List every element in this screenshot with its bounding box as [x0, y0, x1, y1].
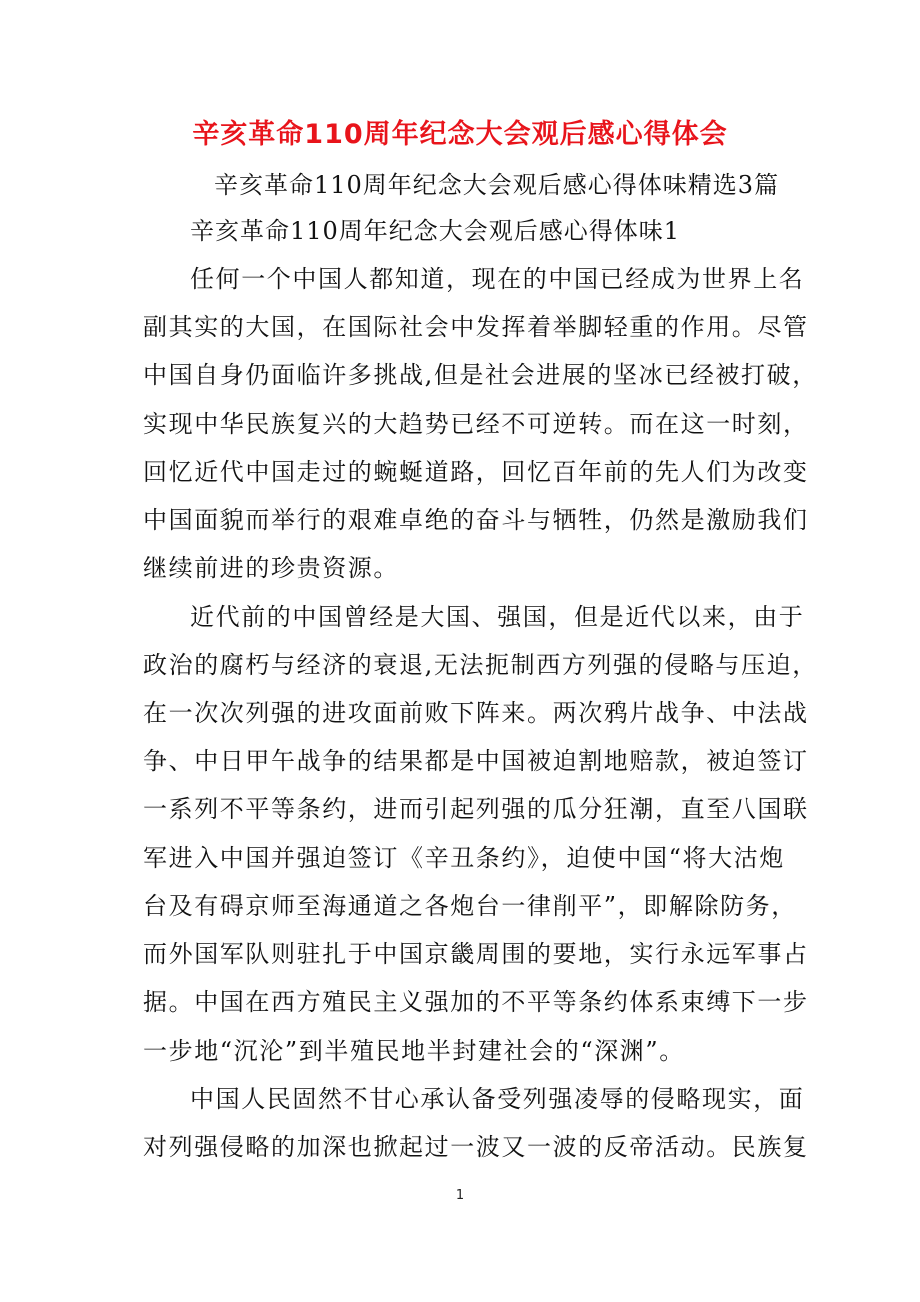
body-line: 而外国军队则驻扎于中国京畿周围的要地，实行永远军事占	[143, 940, 809, 968]
body-line: 回忆近代中国走过的蜿蜒道路，回忆百年前的先人们为改变	[143, 458, 809, 486]
body-line: 一系列不平等条约，进而引起列强的瓜分狂潮，直至八国联	[143, 795, 809, 823]
body-line: 台及有碍京师至海通道之各炮台一律削平”，即解除防务，	[143, 892, 797, 920]
body-line: 中国面貌而举行的艰难卓绝的奋斗与牺牲，仍然是激励我们	[143, 506, 809, 534]
document-title: 辛亥革命110周年纪念大会观后感心得体会	[192, 119, 728, 150]
body-line: 一步地“沉沦”到半殖民地半封建社会的“深渊”。	[143, 1037, 685, 1065]
document-subtitle: 辛亥革命110周年纪念大会观后感心得体味精选3篇	[214, 171, 780, 199]
page-number: 1	[455, 1188, 465, 1203]
body-line: 政治的腐朽与经济的衰退,无法扼制西方列强的侵略与压迫，	[143, 651, 818, 679]
body-line: 争、中日甲午战争的结果都是中国被迫割地赔款，被迫签订	[143, 747, 809, 775]
body-line: 继续前进的珍贵资源。	[143, 554, 399, 582]
body-line: 据。中国在西方殖民主义强加的不平等条约体系束缚下一步	[143, 988, 809, 1016]
body-line: 副其实的大国，在国际社会中发挥着举脚轻重的作用。尽管	[143, 313, 809, 341]
body-line: 任何一个中国人都知道，现在的中国已经成为世界上名	[190, 265, 805, 293]
body-line: 对列强侵略的加深也掀起过一波又一波的反帝活动。民族复	[143, 1133, 809, 1161]
section-heading: 辛亥革命110周年纪念大会观后感心得体味1	[190, 217, 681, 245]
body-line: 中国自身仍面临许多挑战,但是社会进展的坚冰已经被打破，	[143, 361, 818, 389]
body-line: 军进入中国并强迫签订《辛丑条约》，迫使中国“将大沽炮	[143, 844, 785, 872]
body-line: 近代前的中国曾经是大国、强国，但是近代以来，由于	[190, 603, 805, 631]
body-line: 中国人民固然不甘心承认备受列强凌辱的侵略现实，面	[190, 1085, 805, 1113]
body-line: 在一次次列强的进攻面前败下阵来。两次鸦片战争、中法战	[143, 699, 809, 727]
body-line: 实现中华民族复兴的大趋势已经不可逆转。而在这一时刻，	[143, 410, 809, 438]
